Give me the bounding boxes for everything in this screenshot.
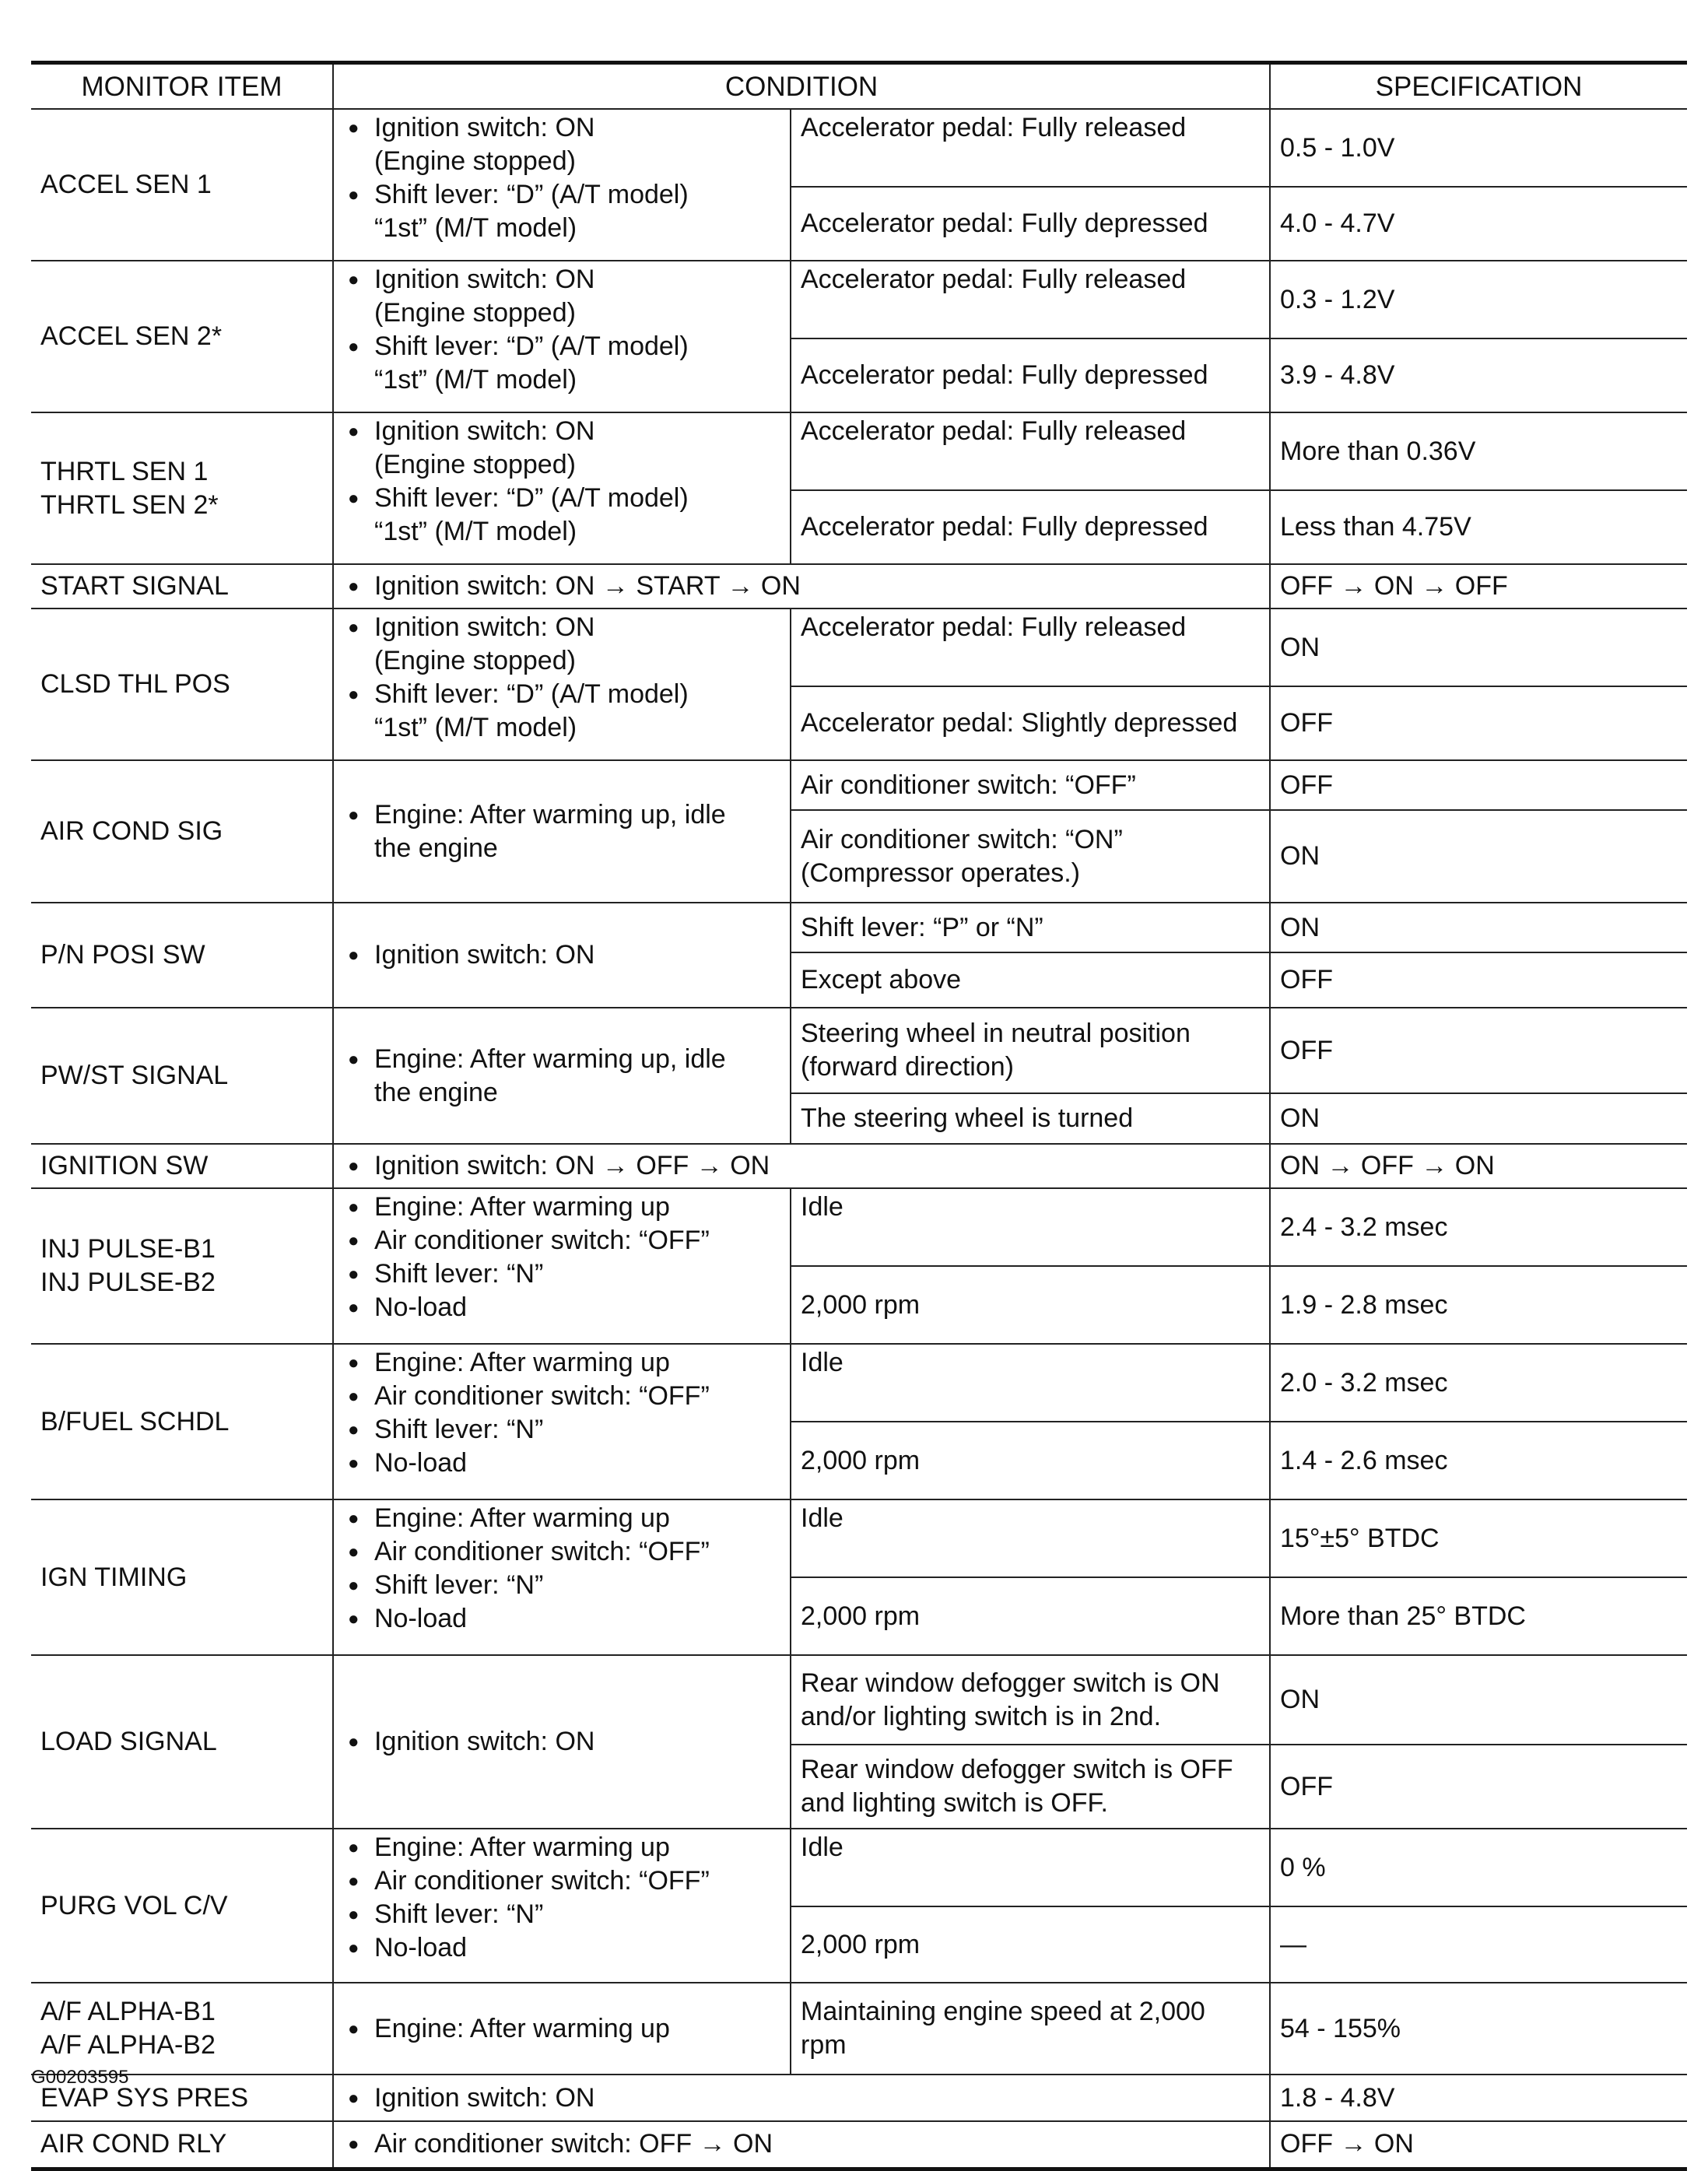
header-monitor-item: MONITOR ITEM <box>31 63 333 110</box>
condition-bullet <box>343 1447 780 1480</box>
condition-cell <box>333 1655 791 1829</box>
sub-condition-line: Air conditioner switch: “OFF” <box>801 770 1136 800</box>
sub-condition-line: Accelerator pedal: Fully released <box>801 265 1187 294</box>
condition-line: ● Shift lever: “N” <box>374 1899 544 1929</box>
condition-bullet <box>343 1502 780 1535</box>
condition-line: ● Ignition switch: ON <box>374 940 595 970</box>
condition-bullet <box>343 1602 780 1636</box>
sub-condition-line: Air conditioner switch: “ON” <box>801 824 1123 854</box>
condition-bullet <box>343 611 780 678</box>
condition-list <box>343 1191 780 1324</box>
monitor-item-cell <box>31 109 333 261</box>
sub-condition-line: Accelerator pedal: Fully released <box>801 113 1187 142</box>
specification-cell: 4.0 - 4.7V <box>1270 187 1687 261</box>
monitor-item-name: LOAD SIGNAL <box>40 1727 217 1756</box>
table-body <box>31 109 1687 2169</box>
condition-list <box>343 2127 1260 2161</box>
condition-line: the engine <box>374 1077 498 1107</box>
sub-condition-line: rpm <box>801 2030 847 2060</box>
condition-line: ● Air conditioner switch: “OFF” <box>374 1866 710 1896</box>
condition-bullet <box>343 798 780 865</box>
specification-cell: ON → OFF → ON <box>1270 1144 1687 1188</box>
monitor-item-cell <box>31 564 333 609</box>
condition-line: “1st” (M/T model) <box>374 713 577 742</box>
condition-line: ● No-load <box>374 1604 468 1633</box>
sub-condition-cell <box>791 187 1270 261</box>
monitor-item-name: PW/ST SIGNAL <box>40 1061 229 1090</box>
monitor-item-cell <box>31 412 333 564</box>
monitor-item-cell <box>31 1983 333 2075</box>
monitor-item-cell <box>31 1499 333 1655</box>
condition-bullet <box>343 570 1260 603</box>
condition-line: “1st” (M/T model) <box>374 517 577 546</box>
condition-list <box>343 1149 1260 1183</box>
header-specification: SPECIFICATION <box>1270 63 1687 110</box>
sub-condition-line: Idle <box>801 1348 843 1377</box>
table-row <box>31 1983 1687 2075</box>
condition-bullet <box>343 482 780 549</box>
sub-condition-cell <box>791 1655 1270 1745</box>
specification-cell: 2.4 - 3.2 msec <box>1270 1188 1687 1266</box>
sub-condition-cell <box>791 1008 1270 1093</box>
monitor-item-name: AIR COND SIG <box>40 816 223 846</box>
monitor-item-cell <box>31 1188 333 1344</box>
condition-bullet <box>343 111 780 178</box>
condition-bullet <box>343 1725 780 1759</box>
condition-line: ● No-load <box>374 1448 468 1478</box>
condition-line: ● Ignition switch: ON <box>374 265 595 294</box>
condition-list <box>343 1043 780 1110</box>
table-row <box>31 903 1687 952</box>
condition-bullet <box>343 1291 780 1324</box>
specification-cell: OFF <box>1270 760 1687 810</box>
sub-condition-line: Shift lever: “P” or “N” <box>801 912 1043 942</box>
condition-line: the engine <box>374 833 498 863</box>
sub-condition-cell <box>791 686 1270 760</box>
specification-cell: OFF <box>1270 1745 1687 1829</box>
condition-cell <box>333 1008 791 1144</box>
sub-condition-cell <box>791 1829 1270 1906</box>
table-row <box>31 609 1687 686</box>
monitor-item-name: INJ PULSE-B2 <box>40 1268 216 1297</box>
sub-condition-cell <box>791 1093 1270 1144</box>
sub-condition-cell <box>791 1906 1270 1983</box>
sub-condition-cell <box>791 109 1270 187</box>
condition-line: ● Ignition switch: ON → OFF → ON <box>374 1151 770 1180</box>
table-row <box>31 412 1687 490</box>
condition-line: (Engine stopped) <box>374 450 576 479</box>
monitor-item-name: ACCEL SEN 1 <box>40 170 212 199</box>
sub-condition-cell <box>791 903 1270 952</box>
monitor-item-cell <box>31 2121 333 2169</box>
sub-condition-line: 2,000 rpm <box>801 1445 921 1475</box>
monitor-item-cell <box>31 1008 333 1144</box>
condition-line: ● No-load <box>374 1292 468 1322</box>
condition-line: “1st” (M/T model) <box>374 213 577 243</box>
condition-bullet <box>343 178 780 245</box>
sub-condition-cell <box>791 1577 1270 1655</box>
condition-list <box>343 1725 780 1759</box>
sub-condition-cell <box>791 412 1270 490</box>
condition-cell <box>333 2075 1270 2121</box>
condition-bullet <box>343 2012 780 2046</box>
condition-list <box>343 570 1260 603</box>
monitor-item-cell <box>31 903 333 1008</box>
sub-condition-cell <box>791 1499 1270 1577</box>
specification-cell: — <box>1270 1906 1687 1983</box>
condition-bullet <box>343 263 780 330</box>
specification-cell: ON <box>1270 903 1687 952</box>
condition-bullet <box>343 1224 780 1257</box>
sub-condition-line: Accelerator pedal: Slightly depressed <box>801 708 1238 738</box>
monitor-item-name: THRTL SEN 1 <box>40 456 209 486</box>
sub-condition-cell <box>791 609 1270 686</box>
condition-line: ● Shift lever: “D” (A/T model) <box>374 331 689 361</box>
condition-cell <box>333 261 791 412</box>
sub-condition-line: and/or lighting switch is in 2nd. <box>801 1701 1162 1731</box>
condition-line: ● Engine: After warming up <box>374 2013 670 2043</box>
monitor-item-name: ACCEL SEN 2* <box>40 321 223 351</box>
sub-condition-line: Idle <box>801 1503 843 1533</box>
specification-cell: Less than 4.75V <box>1270 490 1687 564</box>
condition-bullet <box>343 1831 780 1864</box>
condition-line: ● Shift lever: “D” (A/T model) <box>374 679 689 709</box>
condition-bullet <box>343 1535 780 1569</box>
monitor-item-name: START SIGNAL <box>40 571 229 601</box>
condition-line: ● Air conditioner switch: “OFF” <box>374 1381 710 1411</box>
condition-bullet <box>343 330 780 397</box>
condition-line: (Engine stopped) <box>374 298 576 328</box>
table-row <box>31 2075 1687 2121</box>
specification-cell: OFF <box>1270 1008 1687 1093</box>
monitor-spec-table <box>31 61 1687 2171</box>
condition-line: ● Air conditioner switch: “OFF” <box>374 1537 710 1566</box>
condition-line: ● Engine: After warming up, idle <box>374 799 726 829</box>
sub-condition-line: Maintaining engine speed at 2,000 <box>801 1997 1205 2026</box>
condition-line: (Engine stopped) <box>374 146 576 176</box>
monitor-item-name: A/F ALPHA-B1 <box>40 1997 216 2026</box>
condition-line: ● Shift lever: “D” (A/T model) <box>374 483 689 513</box>
monitor-item-cell <box>31 1344 333 1499</box>
monitor-item-name: A/F ALPHA-B2 <box>40 2030 216 2060</box>
sub-condition-line: Idle <box>801 1192 843 1222</box>
condition-bullet <box>343 1257 780 1291</box>
condition-list <box>343 415 780 549</box>
condition-bullet <box>343 1149 1260 1183</box>
condition-list <box>343 263 780 397</box>
monitor-item-name: B/FUEL SCHDL <box>40 1406 230 1436</box>
condition-line: ● Ignition switch: ON <box>374 416 595 446</box>
sub-condition-cell <box>791 810 1270 903</box>
sub-condition-line: 2,000 rpm <box>801 1289 921 1320</box>
monitor-item-cell <box>31 1829 333 1983</box>
figure-code: G00203595 <box>31 2067 129 2088</box>
specification-cell: OFF <box>1270 952 1687 1008</box>
condition-list <box>343 1346 780 1480</box>
condition-line: ● Engine: After warming up <box>374 1503 670 1533</box>
table-row <box>31 1144 1687 1188</box>
monitor-item-name: IGNITION SW <box>40 1151 209 1180</box>
specification-cell: 54 - 155% <box>1270 1983 1687 2075</box>
table-row <box>31 1344 1687 1422</box>
condition-bullet <box>343 1380 780 1413</box>
condition-list <box>343 2012 780 2046</box>
monitor-item-name: CLSD THL POS <box>40 669 230 699</box>
specification-cell: 0.5 - 1.0V <box>1270 109 1687 187</box>
specification-cell: 1.4 - 2.6 msec <box>1270 1422 1687 1499</box>
header-row <box>31 63 1687 110</box>
sub-condition-line: and lighting switch is OFF. <box>801 1788 1108 1818</box>
condition-line: ● Ignition switch: ON <box>374 612 595 642</box>
condition-bullet <box>343 1346 780 1380</box>
table-row <box>31 2121 1687 2169</box>
condition-line: ● Shift lever: “N” <box>374 1570 544 1600</box>
sub-condition-cell <box>791 1983 1270 2075</box>
monitor-item-cell <box>31 1144 333 1188</box>
sub-condition-cell <box>791 952 1270 1008</box>
condition-line: ● Shift lever: “D” (A/T model) <box>374 180 689 209</box>
condition-bullet <box>343 2127 1260 2161</box>
condition-line: (Engine stopped) <box>374 646 576 675</box>
condition-cell <box>333 1983 791 2075</box>
table-row <box>31 1008 1687 1093</box>
table-row <box>31 1499 1687 1577</box>
table-row <box>31 1655 1687 1745</box>
condition-line: ● Shift lever: “N” <box>374 1259 544 1289</box>
monitor-item-name: PURG VOL C/V <box>40 1890 228 1920</box>
condition-line: ● Ignition switch: ON <box>374 2082 595 2113</box>
condition-cell <box>333 1499 791 1655</box>
condition-bullet <box>343 2082 1260 2115</box>
condition-line: ● Air conditioner switch: “OFF” <box>374 1226 710 1255</box>
condition-cell <box>333 2121 1270 2169</box>
sub-condition-line: (Compressor operates.) <box>801 858 1081 888</box>
sub-condition-line: Accelerator pedal: Fully released <box>801 416 1187 446</box>
condition-line: ● Engine: After warming up <box>374 1833 670 1862</box>
condition-bullet <box>343 938 780 972</box>
condition-bullet <box>343 415 780 482</box>
monitor-item-name: INJ PULSE-B1 <box>40 1234 216 1264</box>
monitor-item-name: EVAP SYS PRES <box>40 2082 249 2113</box>
condition-cell <box>333 1344 791 1499</box>
sub-condition-line: Steering wheel in neutral position <box>801 1019 1191 1048</box>
sub-condition-line: Accelerator pedal: Fully depressed <box>801 512 1208 542</box>
specification-cell: OFF → ON <box>1270 2121 1687 2169</box>
condition-cell <box>333 760 791 903</box>
table-row <box>31 564 1687 609</box>
table-row <box>31 109 1687 187</box>
condition-cell <box>333 412 791 564</box>
table-row <box>31 261 1687 338</box>
condition-line: ● Ignition switch: ON → START → ON <box>374 571 801 601</box>
specification-cell: More than 0.36V <box>1270 412 1687 490</box>
condition-bullet <box>343 1413 780 1447</box>
sub-condition-line: The steering wheel is turned <box>801 1103 1134 1133</box>
monitor-item-name: THRTL SEN 2* <box>40 489 219 520</box>
sub-condition-cell <box>791 1188 1270 1266</box>
condition-bullet <box>343 1864 780 1898</box>
condition-list <box>343 938 780 972</box>
condition-bullet <box>343 678 780 745</box>
condition-list <box>343 2082 1260 2115</box>
condition-bullet <box>343 1191 780 1224</box>
spec-table-container <box>31 61 1687 2171</box>
condition-line: ● Ignition switch: ON <box>374 1727 595 1756</box>
condition-line: ● Ignition switch: ON <box>374 113 595 142</box>
condition-cell <box>333 609 791 760</box>
sub-condition-cell <box>791 1745 1270 1829</box>
sub-condition-cell <box>791 261 1270 338</box>
specification-cell: 2.0 - 3.2 msec <box>1270 1344 1687 1422</box>
sub-condition-cell <box>791 760 1270 810</box>
specification-cell: 1.8 - 4.8V <box>1270 2075 1687 2121</box>
specification-cell: 15°±5° BTDC <box>1270 1499 1687 1577</box>
sub-condition-line: Idle <box>801 1833 843 1862</box>
monitor-item-name: P/N POSI SW <box>40 940 205 970</box>
header-condition: CONDITION <box>333 63 1270 110</box>
condition-list <box>343 798 780 865</box>
condition-line: ● No-load <box>374 1933 468 1962</box>
table-row <box>31 1829 1687 1906</box>
condition-line: ● Engine: After warming up <box>374 1192 670 1222</box>
sub-condition-line: Accelerator pedal: Fully released <box>801 612 1187 642</box>
condition-list <box>343 611 780 745</box>
sub-condition-line: Rear window defogger switch is ON <box>801 1668 1220 1698</box>
sub-condition-line: (forward direction) <box>801 1052 1014 1082</box>
condition-list <box>343 1831 780 1965</box>
condition-cell <box>333 564 1270 609</box>
condition-bullet <box>343 1931 780 1965</box>
condition-line: ● Air conditioner switch: OFF → ON <box>374 2129 773 2159</box>
sub-condition-line: 2,000 rpm <box>801 1601 921 1631</box>
table-row <box>31 1188 1687 1266</box>
specification-cell: OFF → ON → OFF <box>1270 564 1687 609</box>
condition-bullet <box>343 1569 780 1602</box>
sub-condition-cell <box>791 1266 1270 1344</box>
monitor-item-cell <box>31 609 333 760</box>
sub-condition-line: 2,000 rpm <box>801 1929 921 1959</box>
monitor-item-name: AIR COND RLY <box>40 2129 227 2159</box>
monitor-item-cell <box>31 760 333 903</box>
condition-cell <box>333 109 791 261</box>
monitor-item-cell <box>31 1655 333 1829</box>
sub-condition-line: Accelerator pedal: Fully depressed <box>801 209 1208 238</box>
condition-bullet <box>343 1898 780 1931</box>
specification-cell: 1.9 - 2.8 msec <box>1270 1266 1687 1344</box>
condition-line: “1st” (M/T model) <box>374 365 577 395</box>
sub-condition-line: Rear window defogger switch is OFF <box>801 1755 1233 1784</box>
condition-cell <box>333 1188 791 1344</box>
sub-condition-cell <box>791 338 1270 412</box>
specification-cell: 0.3 - 1.2V <box>1270 261 1687 338</box>
specification-cell: ON <box>1270 1655 1687 1745</box>
condition-cell <box>333 903 791 1008</box>
monitor-item-name: IGN TIMING <box>40 1562 188 1592</box>
specification-cell: ON <box>1270 609 1687 686</box>
specification-cell: 0 % <box>1270 1829 1687 1906</box>
condition-cell <box>333 1144 1270 1188</box>
sub-condition-cell <box>791 1344 1270 1422</box>
specification-cell: 3.9 - 4.8V <box>1270 338 1687 412</box>
sub-condition-cell <box>791 490 1270 564</box>
condition-list <box>343 1502 780 1636</box>
condition-list <box>343 111 780 245</box>
specification-cell: OFF <box>1270 686 1687 760</box>
specification-cell: ON <box>1270 1093 1687 1144</box>
condition-bullet <box>343 1043 780 1110</box>
sub-condition-line: Accelerator pedal: Fully depressed <box>801 360 1208 390</box>
condition-line: ● Shift lever: “N” <box>374 1415 544 1444</box>
condition-line: ● Engine: After warming up <box>374 1348 670 1377</box>
specification-cell: ON <box>1270 810 1687 903</box>
sub-condition-line: Except above <box>801 965 962 994</box>
condition-line: ● Engine: After warming up, idle <box>374 1043 726 1074</box>
sub-condition-cell <box>791 1422 1270 1499</box>
table-row <box>31 760 1687 810</box>
specification-cell: More than 25° BTDC <box>1270 1577 1687 1655</box>
condition-cell <box>333 1829 791 1983</box>
monitor-item-cell <box>31 261 333 412</box>
